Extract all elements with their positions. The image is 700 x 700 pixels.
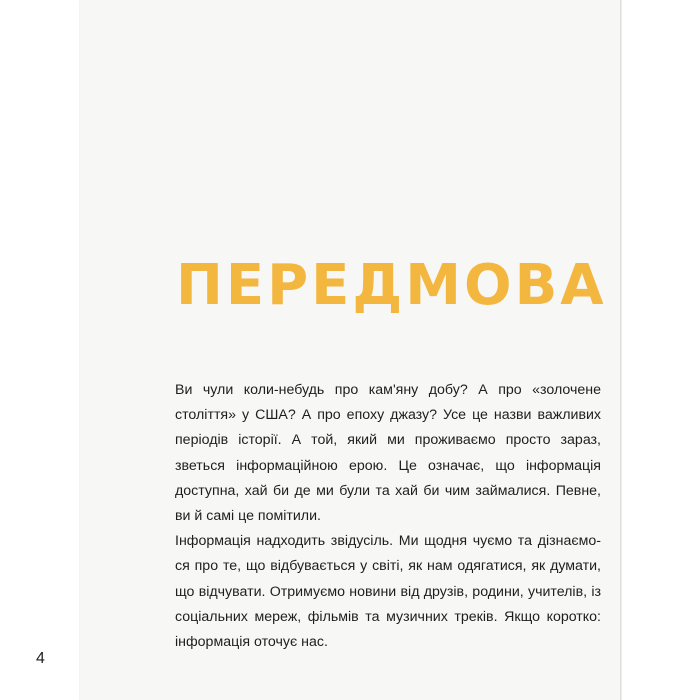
paragraph-2: Інформація надходить звідусіль. Ми щодня чуємо та дізнаємо-ся про те, що відбувається у світі, як нам одягатися, як думати, що відчувати. Отримуємо новини від друзів, родини, учителів, із соціальних мереж, фільмів та музичних треків. Якщо коротко: інформація оточує нас. — [175, 533, 601, 651]
page-edge — [620, 0, 622, 700]
book-page — [80, 0, 621, 700]
page-number: 4 — [36, 650, 45, 667]
body-text — [175, 378, 601, 655]
page-title: ПЕРЕДМОВА — [176, 253, 607, 318]
paragraph-1: Ви чули коли-небудь про кам'яну добу? А про «золочене століття» у США? А про епоху джазу? Усе це назви важливих періодів історії. А той, який ми проживаємо просто зараз, зветься інформаційною ерою. Це означає, що інформація доступна, хай би де ми були та хай би чим займалися. Певне, ви й самі це помітили. — [175, 382, 601, 525]
